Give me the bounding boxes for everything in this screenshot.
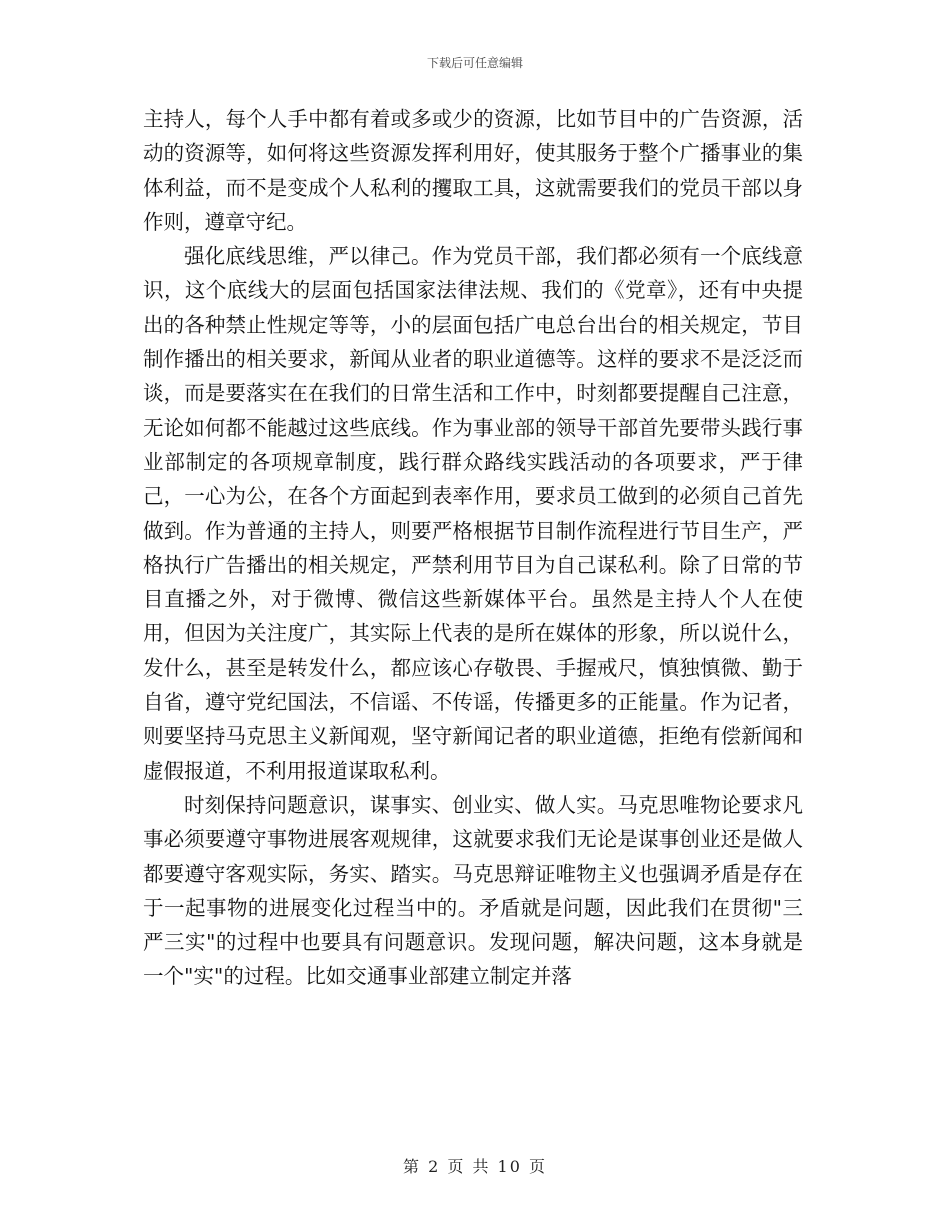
paragraph-3: 时刻保持问题意识，谋事实、创业实、做人实。马克思唯物论要求凡事必须要遵守事物进展客观规律，这就要求我们无论是谋事创业还是做人都要遵守客观实际，务实、踏实。马克思辩证唯物主义也强调矛盾是存在于一起事物的进展变化过程当中的。矛盾就是问题，因此我们在贯彻"三严三实"的过程中也要具有问题意识。发现问题，解决问题，这本身就是一个"实"的过程。比如交通事业部建立制定并落 <box>143 792 803 989</box>
page-number-footer: 第 2 页 共 10 页 <box>403 1157 547 1176</box>
paragraph-2: 强化底线思维，严以律己。作为党员干部，我们都必须有一个底线意识，这个底线大的层面包括国家法律法规、我们的《党章》，还有中央提出的各种禁止性规定等等，小的层面包括广电总台出台的相关规定，节目制作播出的相关要求，新闻从业者的职业道德等。这样的要求不是泛泛而谈，而是要落实在在我们的日常生活和工作中，时刻都要提醒自己注意，无论如何都不能越过这些底线。作为事业部的领导干部首先要带头践行事业部制定的各项规章制度，践行群众路线实践活动的各项要求，严于律己，一心为公，在各个方面起到表率作用，要求员工做到的必须自己首先做到。作为普通的主持人，则要严格根据节目制作流程进行节目生产，严格执行广告播出的相关规定，严禁利用节目为自己谋私利。除了日常的节目直播之外，对于微博、微信这些新媒体平台。虽然是主持人个人在使用，但因为关注度广，其实际上代表的是所在媒体的形象，所以说什么，发什么，甚至是转发什么，都应该心存敬畏、手握戒尺，慎独慎微、勤于自省，遵守党纪国法，不信谣、不传谣，传播更多的正能量。作为记者，则要坚持马克思主义新闻观，坚守新闻记者的职业道德，拒绝有偿新闻和虚假报道，不利用报道谋取私利。 <box>143 244 803 783</box>
document-body <box>143 102 803 994</box>
paragraph-1: 主持人，每个人手中都有着或多或少的资源，比如节目中的广告资源，活动的资源等，如何将这些资源发挥利用好，使其服务于整个广播事业的集体利益，而不是变成个人私利的攫取工具，这就需要我们的党员干部以身作则，遵章守纪。 <box>143 107 803 234</box>
page-header: 下载后可任意编辑 <box>426 56 523 70</box>
